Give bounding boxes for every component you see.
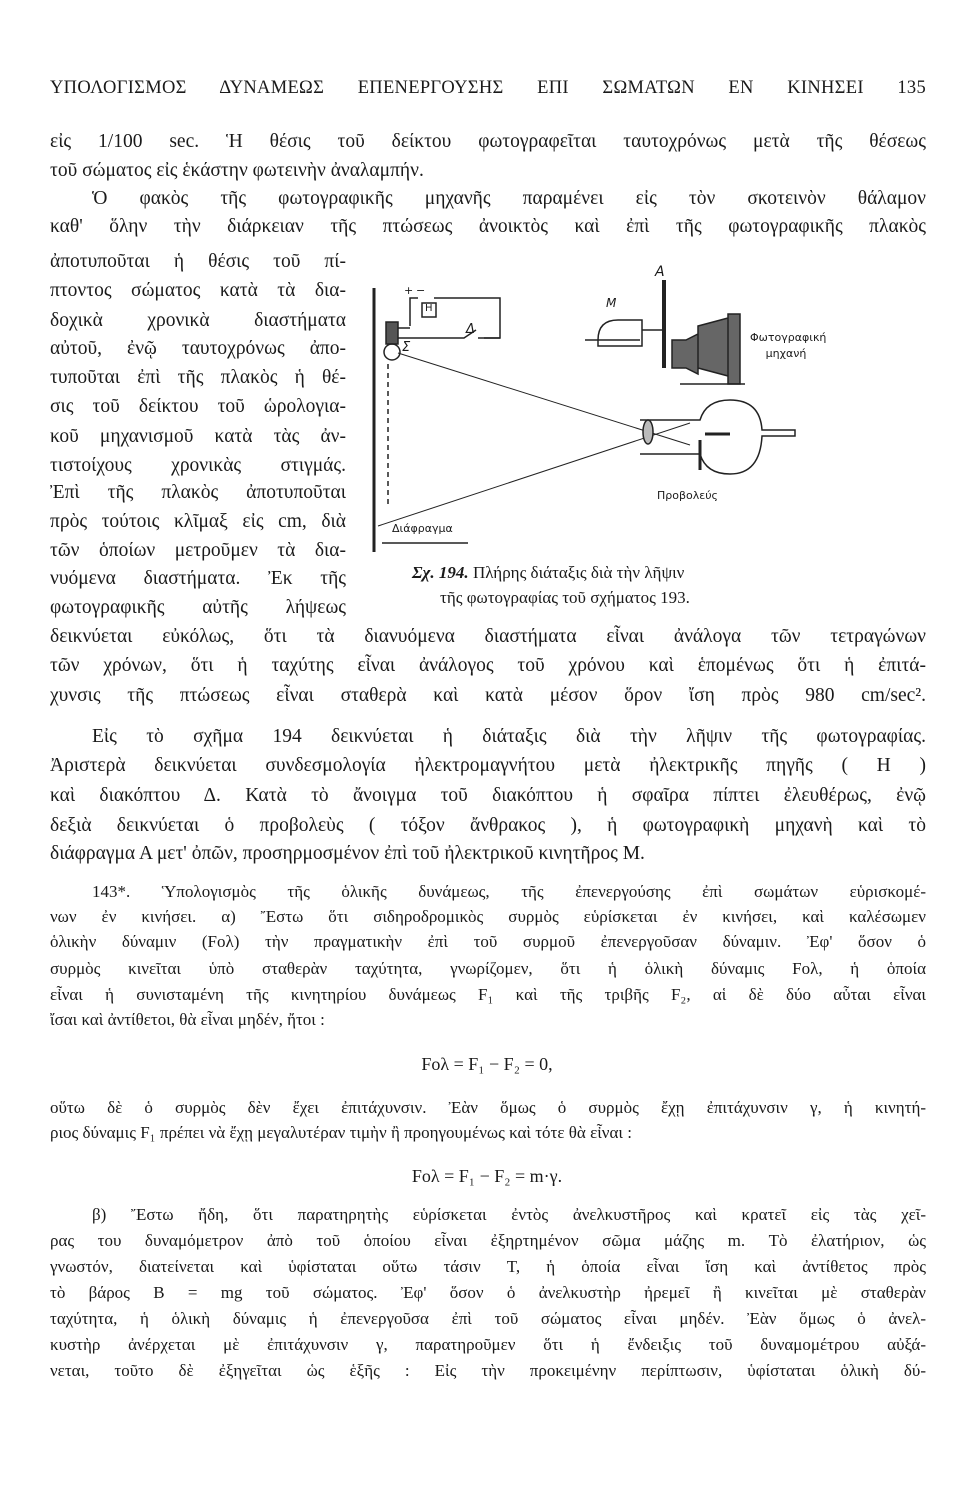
text-line: νων ἐν κινήσει. α) Ἔστω ὅτι σιδηροδρομικὸς συρμὸς εὑρίσκεται ἐν κινήσει, καὶ καλέσωμεν	[50, 907, 926, 926]
switch-label: Δ	[466, 322, 475, 337]
equation-1: Fολ = F₁ − F₂ = 0,	[421, 1054, 553, 1074]
text-line: ὁλικὴν δύναμιν (Fολ) τὴν πραγματικὴν ἐπὶ τοῦ συρμοῦ ἐπενεργοῦσαν δύναμιν. Ἐφ' ὅσον ὁ	[50, 932, 926, 951]
circuit-wire-lower	[396, 328, 500, 338]
text-line: τοῦ σώματος εἰς ἑκάστην φωτεινὴν ἀναλαμπήν.	[50, 160, 424, 181]
text-line: Εἰς τὸ σχῆμα 194 δεικνύεται ἡ διάταξις διὰ τὴν λῆψιν τῆς φωτογραφίας.	[92, 726, 926, 747]
projector-lens	[643, 420, 653, 444]
text-line: ριος δύναμις F₁ πρέπει νὰ ἔχῃ μεγαλυτέραν τιμὴν ἢ προηγουμένως καὶ τότε θὰ εἶναι :	[50, 1123, 632, 1142]
text-line: ἀποτυποῦται ἡ θέσις τοῦ πί-	[50, 251, 346, 272]
sphere	[384, 344, 400, 360]
text-line: χυνσις τῆς πτώσεως εἶναι σταθερὰ καὶ κατὰ μέσον ὅρον ἴση πρὸς 980 cm/sec².	[50, 685, 926, 706]
text-line: δοχικὰ χρονικὰ διαστήματα	[50, 310, 346, 331]
circuit-wire	[410, 298, 500, 338]
text-line: Ἀριστερὰ δεικνύεται συνδεσμολογία ἠλεκτρομαγνήτου μετὰ ἠλεκτρικῆς πηγῆς ( H )	[50, 755, 926, 776]
text-line: τῶν ὁποίων μετροῦμεν τὰ δια-	[50, 540, 346, 561]
figure-caption	[412, 563, 684, 583]
source-label: H	[425, 303, 433, 314]
magnet-label: Σ	[402, 340, 411, 355]
projector-label: Προβολεύς	[657, 489, 719, 502]
text-line: τιστοίχους χρονικὰς στιγμάς.	[50, 455, 346, 476]
text-line: φωτογραφικῆς αὐτῆς λήψεως	[50, 597, 346, 618]
text-line: τὸ βάρος B = mg τοῦ σώματος. Ἐφ' ὅσον ὁ ἀνελκυστὴρ ἠρεμεῖ ἢ κινεῖται μὲ σταθερὰν	[50, 1283, 926, 1302]
plus-label: +	[404, 284, 414, 297]
section-heading-line: 143*. Ὑπολογισμὸς τῆς ὁλικῆς δυνάμεως, τῆς ἐπενεργούσης ἐπὶ σωμάτων εὑρισκομέ-	[92, 882, 926, 901]
page-number: 135	[897, 78, 926, 98]
text-line: διάφραγμα Α μετ' ὀπῶν, προσηρμοσμένον ἐπὶ τοῦ ἠλεκτρικοῦ κινητῆρος Μ.	[50, 843, 645, 864]
text-line: εἰς 1/100 sec. Ἡ θέσις τοῦ δείκτου φωτογραφεῖται ταυτοχρόνως μετὰ τῆς θέσεως	[50, 131, 926, 152]
diaphragm-label: Διάφραγμα	[392, 522, 453, 535]
text-line: πρὸς τούτοις κλῖμαξ εἰς cm, διὰ	[50, 511, 346, 532]
camera	[672, 314, 740, 384]
text-line: Ἐπὶ τῆς πλακὸς ἀποτυποῦται	[50, 482, 346, 503]
text-line: τυποῦται ἐπὶ τῆς πλακὸς ἡ θέ-	[50, 367, 346, 388]
equation-2: Fολ = F₁ − F₂ = m·γ.	[411, 1166, 563, 1186]
text-line: δεικνύεται εὐκόλως, ὅτι τὰ διανυόμενα διαστήματα εἶναι ἀνάλογα τῶν τετραγώνων	[50, 626, 926, 647]
minus-label: −	[416, 284, 426, 297]
text-line: πτοντος σώματος κατὰ τὰ δια-	[50, 280, 346, 301]
text-line: γνωστόν, διατείνεται καὶ ὑφίσταται οὕτω τάσιν T, ἡ ὁποία εἶναι ἴση καὶ ἀντίθετος πρὸς	[50, 1257, 926, 1276]
caption-line-2: τῆς φωτογραφίας τοῦ σχήματος 193.	[440, 588, 690, 607]
text-line: εἶναι ἡ συνισταμένη τῆς κινητηρίου δυνάμεως F₁ καὶ τῆς τριβῆς F₂, αἱ δὲ δύο αὗται εἶναι	[50, 985, 926, 1004]
text-line: κοῦ μηχανισμοῦ κατὰ τὰς ἀν-	[50, 426, 346, 447]
text-line: Ὁ φακὸς τῆς φωτογραφικῆς μηχανῆς παραμένει εἰς τὸν σκοτεινὸν θάλαμον	[92, 188, 926, 209]
camera-label: Φωτογραφική μηχανή	[750, 331, 827, 360]
text-line: κυστὴρ ἀνέρχεται μὲ ἐπιτάχυνσιν γ, παρατηροῦμεν ὅτι ἡ ἔνδειξις τοῦ δυναμομέτρου αὐξά-	[50, 1335, 926, 1354]
motor-label: Μ	[606, 296, 617, 310]
diaphragm-a-label: Α	[655, 264, 665, 280]
header-title: ΥΠΟΛΟΓΙΣΜΟΣ ΔΥΝΑΜΕΩΣ ΕΠΕΝΕΡΓΟΥΣΗΣ ΕΠΙ ΣΩΜΑΤΩΝ ΕΝ ΚΙΝΗΣΕΙ	[50, 78, 864, 98]
text-line: νυόμενα διαστήματα. Ἐκ τῆς	[50, 568, 346, 589]
text-line: δεξιὰ δεικνύεται ὁ προβολεὺς ( τόξον ἄνθρακος ), ἡ φωτογραφικὴ μηχανὴ καὶ τὸ	[50, 815, 926, 836]
text-line: ἴσαι καὶ ἀντίθετοι, θὰ εἶναι μηδέν, ἤτοι :	[50, 1010, 325, 1029]
electromagnet	[386, 322, 398, 344]
caption-line-1: Πλήρης διάταξις διὰ τὴν λῆψιν	[472, 563, 685, 582]
text-line: καθ' ὅλην τὴν διάρκειαν τῆς πτώσεως ἀνοικτὸς καὶ ἐπὶ τῆς φωτογραφικῆς πλακὸς	[50, 216, 926, 237]
text-line: τῶν χρόνων, ὅτι ἡ ταχύτης εἶναι ἀνάλογος τοῦ χρόνου καὶ ἑπομένως ὅτι ἡ ἐπιτά-	[50, 655, 926, 676]
text-line: αὐτοῦ, ἐνῷ ταυτοχρόνως ἀπο-	[50, 338, 346, 359]
caption-number: Σχ. 194.	[412, 563, 469, 582]
text-line: καὶ διακόπτου Δ. Κατὰ τὸ ἄνοιγμα τοῦ διακόπτου ἡ σφαῖρα πίπτει ἐλευθέρως, ἐνῷ	[50, 785, 926, 806]
motor	[585, 320, 665, 346]
text-line: σις τοῦ δείκτου τοῦ ὡρολογια-	[50, 396, 346, 417]
text-line: οὕτω δὲ ὁ συρμὸς δὲν ἔχει ἐπιτάχυνσιν. Ἐὰν ὅμως ὁ συρμὸς ἔχῃ ἐπιτάχυνσιν γ, ἡ κινητή-	[50, 1098, 926, 1117]
apparatus-diagram	[0, 0, 974, 640]
text-line: ταχύτητα, ἡ ὁλικὴ δύναμις ἡ ἐπενεργοῦσα ἐπὶ τοῦ σώματος εἶναι μηδέν. Ἐὰν ὅμως ὁ ἀνελ-	[50, 1309, 926, 1328]
text-line: β) Ἔστω ἤδη, ὅτι παρατηρητὴς εὑρίσκεται ἐντὸς ἀνελκυστῆρος καὶ κρατεῖ εἰς τὰς χεῖ-	[92, 1205, 926, 1224]
text-line: ρας του δυναμόμετρον ἀπὸ τοῦ ὁποίου εἶναι ἐξηρτημένον σῶμα μάζης m. Τὸ ἐλατήριον, ὡς	[50, 1231, 926, 1250]
text-line: νεται, τοῦτο δὲ ἐξηγεῖται ὡς ἑξῆς : Εἰς τὴν προκειμένην περίπτωσιν, ὑφίσταται ὁλικὴ δύ-	[50, 1361, 926, 1380]
text-line: συρμὸς κινεῖται ὑπὸ σταθερὰν ταχύτητα, γνωρίζομεν, ὅτι ἡ ὁλικὴ δύναμις Fολ, ἡ ὁποία	[50, 959, 926, 978]
